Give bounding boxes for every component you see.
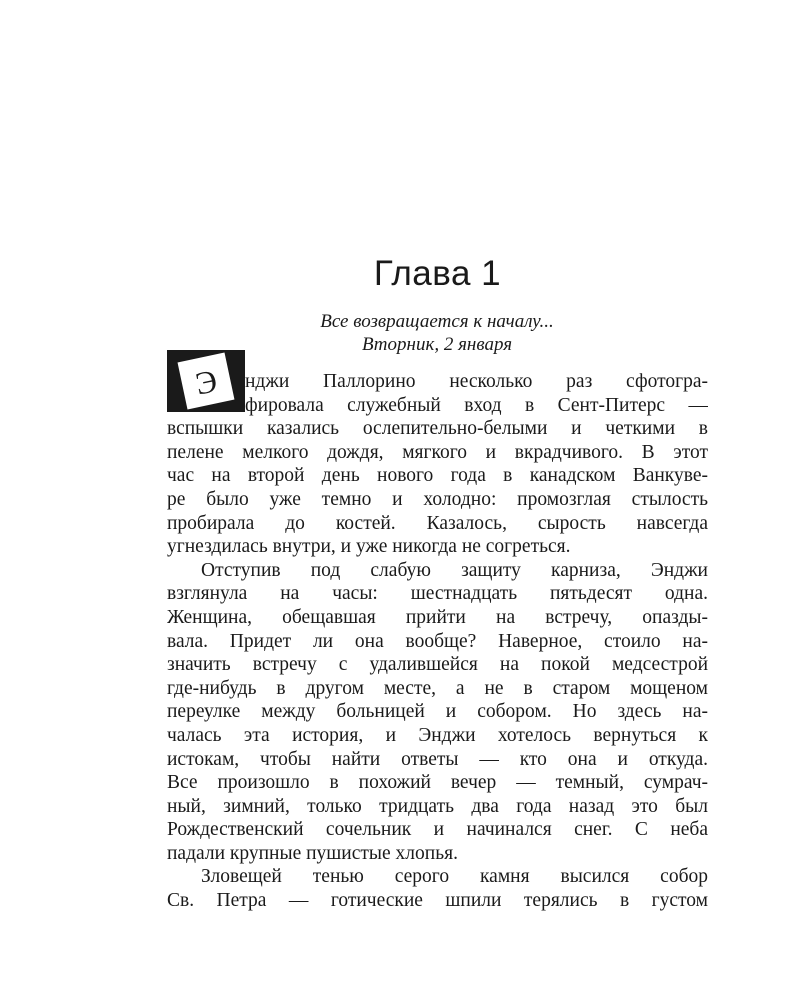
text-line: Женщина, обещавшая прийти на встречу, опазды- <box>167 606 708 628</box>
text-line: фировала служебный вход в Сент-Питерс — <box>245 394 708 416</box>
text-line: ре было уже темно и холодно: промозглая стылость <box>167 488 708 510</box>
text-line: истокам, чтобы найти ответы — кто она и откуда. <box>167 748 708 770</box>
text-line: час на второй день нового года в канадском Ванкуве- <box>167 465 708 487</box>
text-line: вспышки казались ослепительно-белыми и четкими в <box>167 418 708 440</box>
text-line: вала. Придет ли она вообще? Наверное, стоило на- <box>167 630 708 652</box>
text-line: чалась эта история, и Энджи хотелось вернуться к <box>167 724 708 746</box>
text-line: Все произошло в похожий вечер — темный, сумрач- <box>167 772 708 794</box>
text-line: взглянула на часы: шестнадцать пятьдесят одна. <box>167 583 708 605</box>
chapter-dateline: Вторник, 2 января <box>361 334 513 355</box>
text-line: где-нибудь в другом месте, а не в старом мощеном <box>167 677 708 699</box>
chapter-subtitle <box>167 310 707 356</box>
text-line: Отступив под слабую защиту карниза, Энджи <box>201 559 708 581</box>
body-text <box>167 370 708 913</box>
text-line: пробирала до костей. Казалось, сырость навсегда <box>167 512 708 534</box>
text-line: ный, зимний, только тридцать два года назад это был <box>167 795 708 817</box>
text-line: пелене мелкого дождя, мягкого и вкрадчивого. В этот <box>167 441 708 463</box>
text-line: значить встречу с удалившейся на покой медсестрой <box>167 654 708 676</box>
paragraph-1 <box>167 370 708 559</box>
text-line: нджи Паллорино несколько раз сфотогра- <box>245 371 708 392</box>
chapter-title: Глава 1 <box>373 254 502 293</box>
text-line: Зловещей тенью серого камня высился собор <box>201 866 708 888</box>
text-line: угнездилась внутри, и уже никогда не согреться. <box>167 536 571 558</box>
paragraph-2 <box>167 559 708 866</box>
paragraph-3 <box>167 865 708 912</box>
chapter-epigraph: Все возвращается к началу... <box>320 311 554 332</box>
text-line: падали крупные пушистые хлопья. <box>167 842 458 864</box>
drop-cap-letter: Э <box>192 362 221 402</box>
text-line: переулке между больницей и собором. Но здесь на- <box>167 701 708 723</box>
text-line: Рождественский сочельник и начинался снег. С неба <box>167 819 708 841</box>
text-line: Св. Петра — готические шпили терялись в густом <box>167 890 708 912</box>
